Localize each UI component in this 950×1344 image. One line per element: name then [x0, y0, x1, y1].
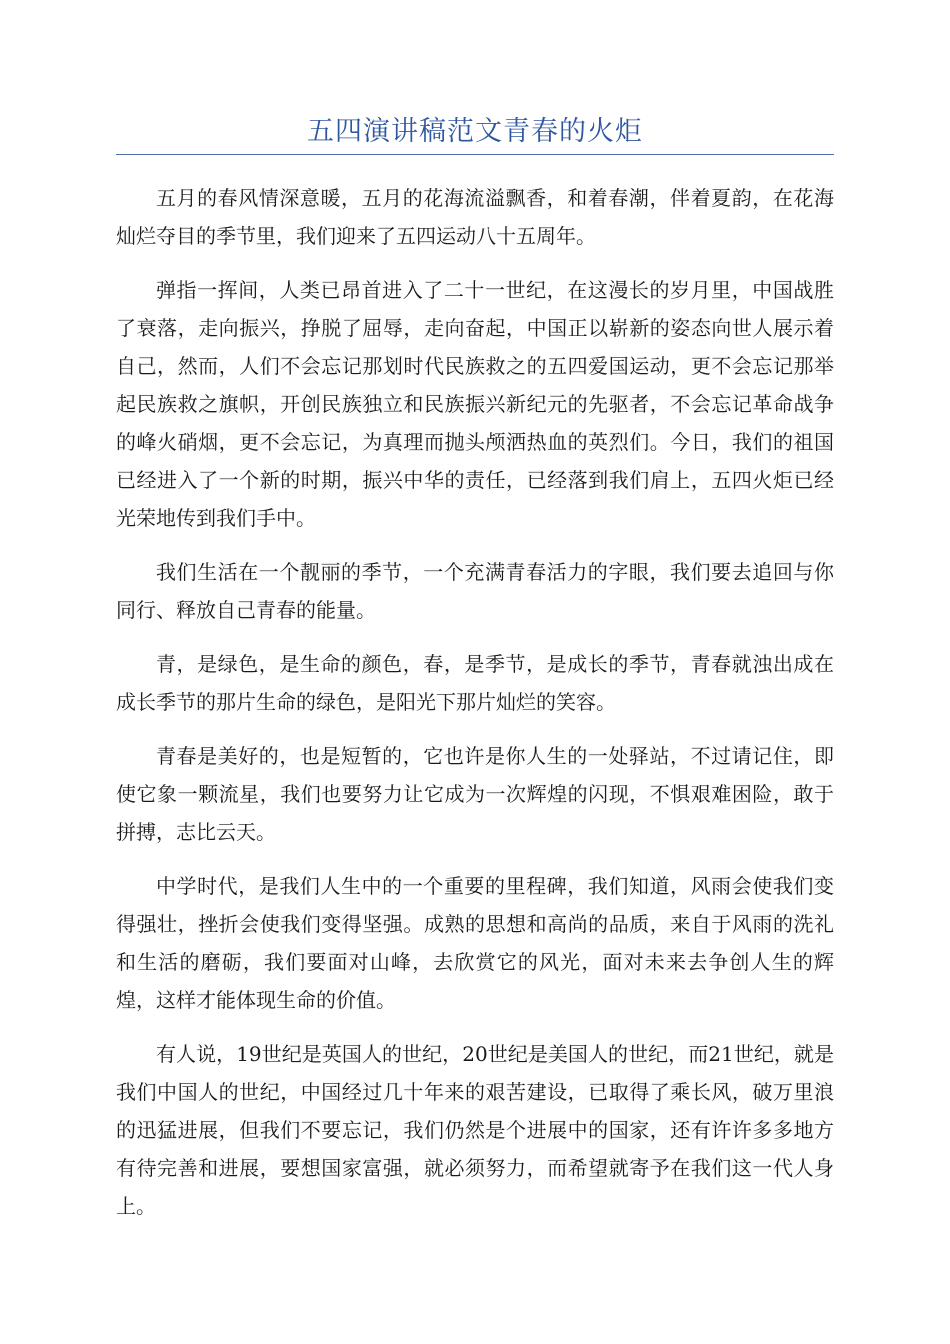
paragraph-7: 有人说，19世纪是英国人的世纪，20世纪是美国人的世纪，而21世纪，就是我们中国人的世纪，中国经过几十年来的艰苦建设，已取得了乘长风，破万里浪的迅猛进展，但我们不要忘记，我们仍然是个进展中的国家，还有许许多多地方有待完善和进展，要想国家富强，就必须努力，而希望就寄予在我们这一代人身上。 [116, 1042, 834, 1218]
paragraph-6: 中学时代，是我们人生中的一个重要的里程碑，我们知道，风雨会使我们变得强壮，挫折会使我们变得坚强。成熟的思想和高尚的品质，来自于风雨的洗礼和生活的磨砺，我们要面对山峰，去欣赏它的风光，面对未来去争创人生的辉煌，这样才能体现生命的价值。 [116, 874, 834, 1012]
paragraph-1: 五月的春风情深意暖，五月的花海流溢飘香，和着春潮，伴着夏韵，在花海灿烂夺目的季节里，我们迎来了五四运动八十五周年。 [116, 186, 834, 248]
paragraph-3: 我们生活在一个靓丽的季节，一个充满青春活力的字眼，我们要去追回与你同行、释放自己青春的能量。 [116, 560, 834, 622]
paragraph-4: 青，是绿色，是生命的颜色，春，是季节，是成长的季节，青春就浊出成在成长季节的那片生命的绿色，是阳光下那片灿烂的笑容。 [116, 652, 834, 714]
title-block [116, 112, 834, 155]
paragraph-2: 弹指一挥间，人类已昂首进入了二十一世纪，在这漫长的岁月里，中国战胜了衰落，走向振兴，挣脱了屈辱，走向奋起，中国正以崭新的姿态向世人展示着自己，然而，人们不会忘记那划时代民族救之的五四爱国运动，更不会忘记那举起民族救之旗帜，开创民族独立和民族振兴新纪元的先驱者，不会忘记革命战争的峰火硝烟，更不会忘记，为真理而抛头颅洒热血的英烈们。今日，我们的祖国已经进入了一个新的时期，振兴中华的责任，已经落到我们肩上，五四火炬已经光荣地传到我们手中。 [116, 278, 834, 530]
paragraph-5: 青春是美好的，也是短暂的，它也许是你人生的一处驿站，不过请记住，即使它象一颗流星，我们也要努力让它成为一次辉煌的闪现，不惧艰难困险，敢于拼搏，志比云天。 [116, 744, 834, 844]
document-page [116, 0, 834, 1241]
document-title: 五四演讲稿范文青春的火炬 [307, 116, 643, 147]
document-body [116, 179, 834, 1225]
